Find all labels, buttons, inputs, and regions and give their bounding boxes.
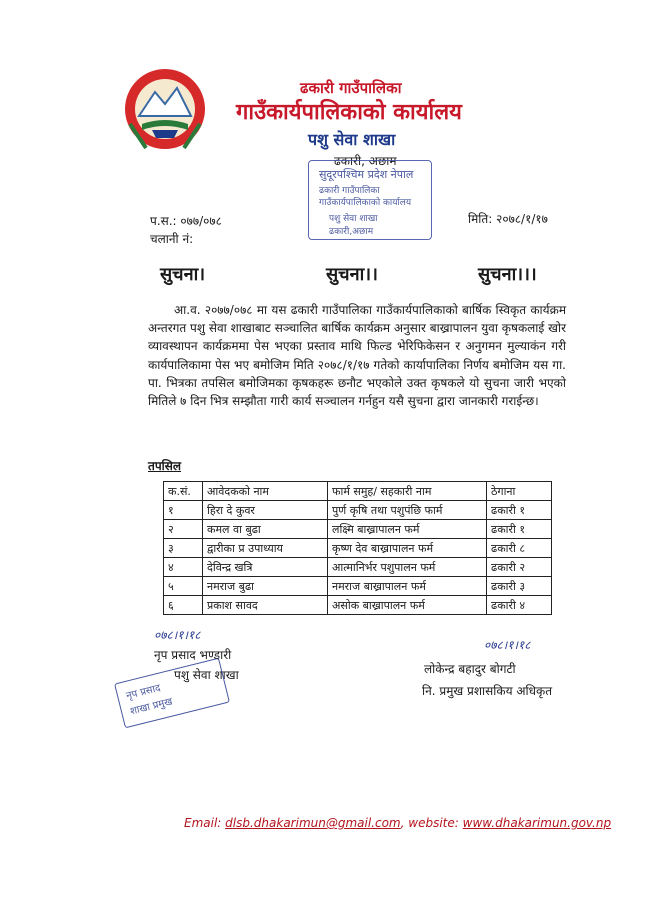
email-label: Email: [184, 816, 222, 830]
notice-heading-2: सुचना।। [326, 264, 378, 285]
stamp-line-1: ढकारी गाउँपालिका [319, 186, 380, 196]
cell-serial: ५ [164, 577, 203, 596]
cell-serial: ६ [164, 596, 203, 615]
table-row [164, 520, 552, 539]
left-signatory-name: नृप प्रसाद भण्डारी [154, 648, 232, 662]
email-link[interactable]: dlsb.dhakarimun@gmail.com [225, 816, 401, 830]
cell-applicant: हिरा दे कुवर [203, 501, 328, 520]
header-address: ठेगाना [487, 482, 552, 501]
table-label: तपसिल [148, 459, 182, 473]
stamp-line-3: पशु सेवा शाखा [329, 214, 378, 224]
dispatch-number: चलानी नं: [150, 232, 194, 246]
header-applicant: आवेदकको नाम [203, 482, 328, 501]
cell-farm: लक्ष्मि बाख्रापालन फर्म [328, 520, 487, 539]
table-row [164, 501, 552, 520]
notice-heading-1: सुचना। [160, 264, 206, 285]
cell-applicant: नमराज बुढा [203, 577, 328, 596]
left-signatory-branch: पशु सेवा शाखा [174, 668, 239, 682]
cell-serial: ३ [164, 539, 203, 558]
cell-address: ढकारी १ [487, 501, 552, 520]
office-address: ढकारी, अछाम [334, 154, 397, 168]
right-signature-date: ०७८।१।१८ [484, 638, 531, 652]
notice-body: आ.व. २०७७/०७८ मा यस ढकारी गाउँपालिका गाउँकार्यपालिकाको बार्षिक स्विकृत कार्यक्रम अन्तरगत पशु सेवा शाखाबाट सञ्चालित बार्षिक कार्यक्रम अनुसार बाख्रापालन युवा कृषकलाई खोर व्यावस्थापन कार्यक्रममा पेस भएका प्रस्ताव माथि फिल्ड भेरिफिकेसन र अनुगमन मुल्याकंन गरी कार्यपालिकामा पेस भए बमोजिम मिति २०७८/१/१७ गतेको कार्यापालिका निर्णय बमोजिम यस गा. पा. भित्रका तपसिल बमोजिमका कृषकहरू छनौट भएकोले उक्त कृषकले यो सुचना जारी भएको मितिले ७ दिन भित्र सम्झौता गारी कार्य सञ्चालन गर्नहुन यसै सुचना द्वारा जानकारी गराईन्छ। [148, 303, 566, 409]
nepal-emblem-logo [122, 66, 208, 152]
cell-address: ढकारी १ [487, 520, 552, 539]
cell-farm: असोक बाख्रापालन फर्म [328, 596, 487, 615]
right-signatory-title: नि. प्रमुख प्रशासकिय अधिकृत [422, 684, 553, 698]
footer-contact [184, 816, 611, 830]
fiscal-year-ref: प.स.: ०७७/०७८ [150, 214, 222, 228]
header-serial: क.सं. [164, 482, 203, 501]
document-date: मिति: २०७८/१/१७ [468, 212, 548, 226]
cell-applicant: प्रकाश सावद [203, 596, 328, 615]
table-header-row [164, 482, 552, 501]
table-row [164, 596, 552, 615]
cell-applicant: कमल वा बुढा [203, 520, 328, 539]
left-signatory-stamp [114, 658, 230, 729]
website-label: , website: [400, 816, 459, 830]
cell-address: ढकारी ३ [487, 577, 552, 596]
office-stamp [308, 160, 432, 240]
stamp-line-4: ढकारी,अछाम [329, 227, 374, 237]
header-farm: फार्म समुह/ सहकारी नाम [328, 482, 487, 501]
cell-address: ढकारी ४ [487, 596, 552, 615]
stamp-name: नृप प्रसाद [125, 682, 162, 702]
branch-name: पशु सेवा शाखा [308, 130, 396, 149]
cell-farm: पुर्ण कृषि तथा पशुपंछि फार्म [328, 501, 487, 520]
cell-serial: २ [164, 520, 203, 539]
stamp-province: सुदूरपश्चिम प्रदेश नेपाल [319, 168, 414, 181]
cell-farm: कृष्ण देव बाख्रापालन फर्म [328, 539, 487, 558]
notice-heading-3: सुचना।।। [478, 264, 537, 285]
applicants-table [163, 481, 552, 615]
table-row [164, 558, 552, 577]
cell-applicant: द्वारीका प्र उपाध्याय [203, 539, 328, 558]
cell-farm: आत्मानिर्भर पशुपालन फर्म [328, 558, 487, 577]
cell-address: ढकारी २ [487, 558, 552, 577]
office-name: गाउँकार्यपालिकाको कार्यालय [236, 100, 462, 125]
cell-address: ढकारी ८ [487, 539, 552, 558]
stamp-title: शाखा प्रमुख [129, 696, 174, 718]
table-row [164, 577, 552, 596]
left-signature-date: ०७८।१।१८ [154, 628, 201, 642]
municipality-name: ढकारी गाउँपालिका [300, 79, 402, 97]
right-signatory-name: लोकेन्द्र बहादुर बोगटी [424, 662, 516, 676]
stamp-line-2: गाउँकार्यपालिकाको कार्यालय [319, 198, 412, 208]
table-row [164, 539, 552, 558]
cell-applicant: देविन्द्र खत्रि [203, 558, 328, 577]
website-link[interactable]: www.dhakarimun.gov.np [462, 816, 612, 830]
cell-serial: १ [164, 501, 203, 520]
cell-farm: नमराज बाख्रापालन फर्म [328, 577, 487, 596]
cell-serial: ४ [164, 558, 203, 577]
